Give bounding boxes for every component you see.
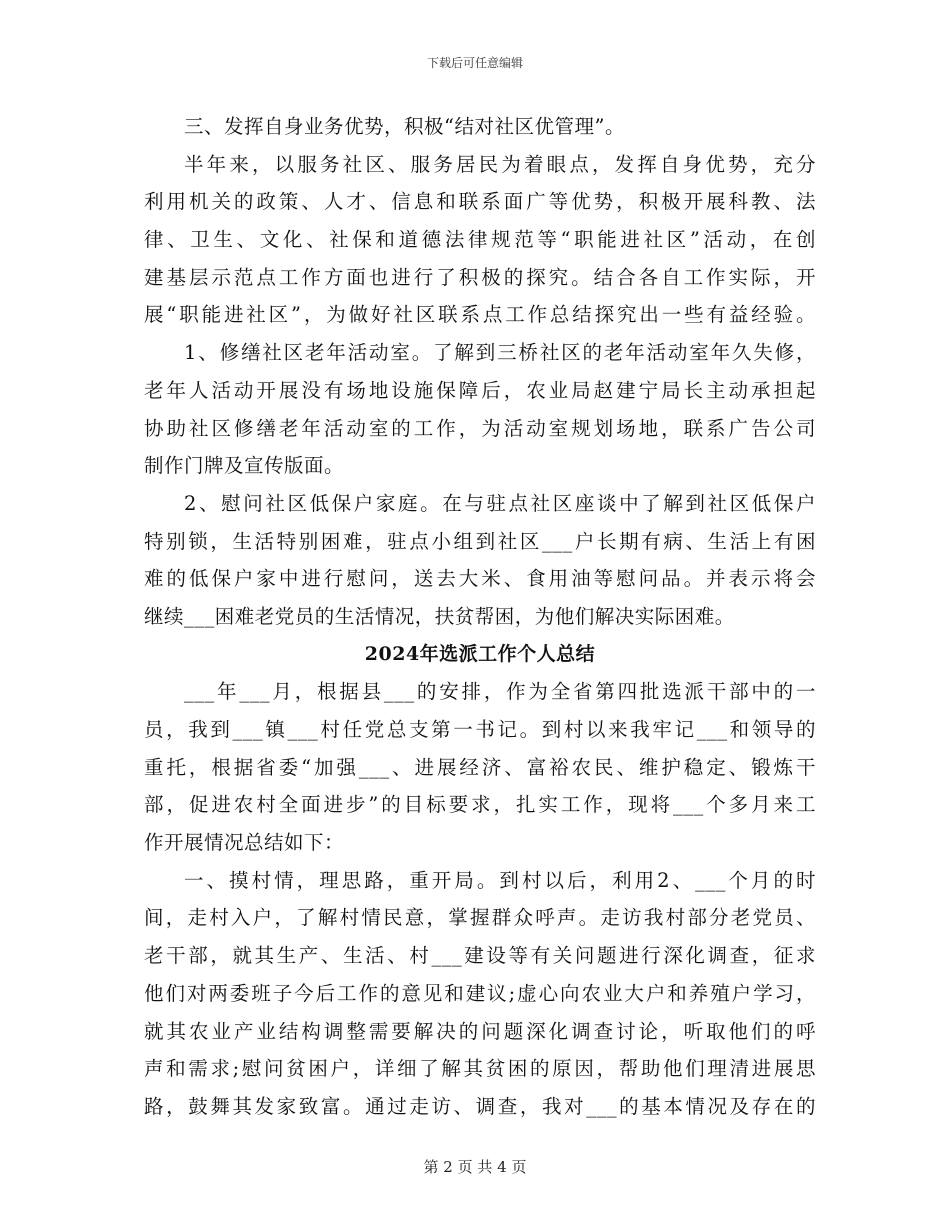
text-line: 展“职能进社区”，为做好社区联系点工作总结探究出一些有益经验。 xyxy=(144,303,816,327)
text-line: 路，鼓舞其发家致富。通过走访、调查，我对___的基本情况及存在的 xyxy=(144,1094,816,1118)
text-line: ___年___月，根据县___的安排，作为全省第四批选派干部中的一 xyxy=(184,680,816,704)
text-line: 利用机关的政策、人才、信息和联系面广等优势，积极开展科教、法 xyxy=(144,190,816,214)
text-line: 老年人活动开展没有场地设施保障后，农业局赵建宁局长主动承担起 xyxy=(144,378,816,402)
text-line: 继续___困难老党员的生活情况，扶贫帮困，为他们解决实际困难。 xyxy=(144,604,735,628)
text-line: 特别锁，生活特别困难，驻点小组到社区___户长期有病、生活上有困 xyxy=(144,529,816,553)
text-line: 老干部，就其生产、生活、村___建设等有关问题进行深化调查，征求 xyxy=(144,944,816,968)
text-line: 难的低保户家中进行慰问，送去大米、食用油等慰问品。并表示将会 xyxy=(144,567,816,591)
text-line: 制作门牌及宣传版面。 xyxy=(144,454,345,478)
text-line: 一、摸村情，理思路，重开局。到村以后，利用2、___个月的时 xyxy=(184,868,816,892)
text-line: 2、慰问社区低保户家庭。在与驻点社区座谈中了解到社区低保户 xyxy=(184,491,816,515)
text-line: 建基层示范点工作方面也进行了积极的探究。结合各自工作实际，开 xyxy=(144,265,816,289)
text-line: 部，促进农村全面进步”的目标要求，扎实工作，现将___个多月来工 xyxy=(144,793,816,817)
text-line: 声和需求;慰问贫困户，详细了解其贫困的原因，帮助他们理清进展思 xyxy=(144,1057,816,1081)
page-footer-page-number: 第 2 页 共 4 页 xyxy=(423,1158,527,1176)
text-line: 律、卫生、文化、社保和道德法律规范等“职能进社区”活动，在创 xyxy=(144,228,816,252)
text-line: 协助社区修缮老年活动室的工作，为活动室规划场地，联系广告公司 xyxy=(144,416,816,440)
text-line: 三、发挥自身业务优势，积极“结对社区优管理”。 xyxy=(184,115,625,138)
document-body xyxy=(144,108,816,1126)
text-line: 他们对两委班子今后工作的意见和建议;虚心向农业大户和养殖户学习， xyxy=(144,981,816,1005)
text-line: 重托，根据省委“加强___、进展经济、富裕农民、维护稳定、锻炼干 xyxy=(144,755,816,779)
text-line: 半年来，以服务社区、服务居民为着眼点，发挥自身优势，充分 xyxy=(184,152,816,176)
text-line: 间，走村入户，了解村情民意，掌握群众呼声。走访我村部分老党员、 xyxy=(144,906,816,930)
text-line: 员，我到___镇___村任党总支第一书记。到村以来我牢记___和领导的 xyxy=(144,718,816,741)
section-title: 2024年选派工作个人总结 xyxy=(364,642,596,665)
text-line: 作开展情况总结如下： xyxy=(144,831,345,855)
page-header: 下载后可任意编辑 xyxy=(426,56,523,70)
text-line: 就其农业产业结构调整需要解决的问题深化调查讨论，听取他们的呼 xyxy=(144,1019,816,1043)
text-line: 1、修缮社区老年活动室。了解到三桥社区的老年活动室年久失修， xyxy=(184,341,816,365)
